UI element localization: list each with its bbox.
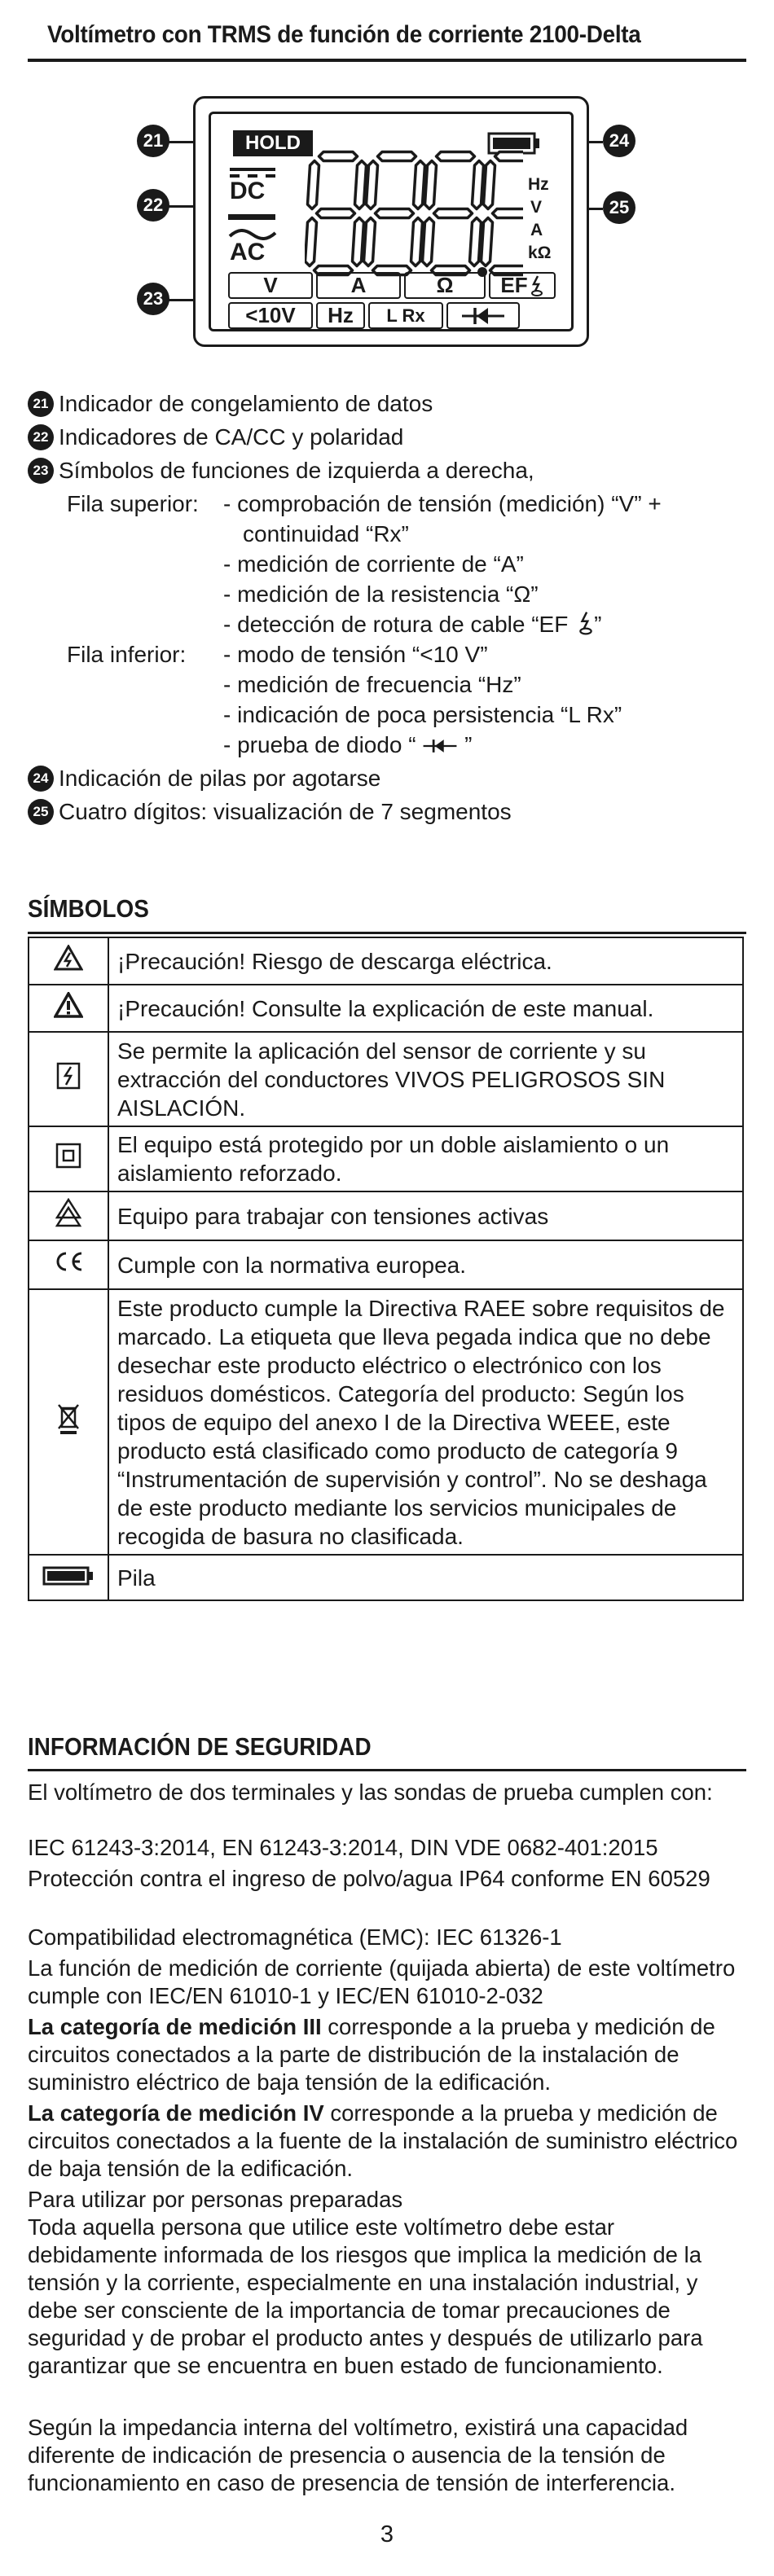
fn-low-voltage: <10V (228, 302, 313, 329)
symbols-rule (28, 932, 746, 934)
page-number: 3 (380, 2521, 394, 2547)
cable-break-icon (578, 611, 594, 635)
unit-a: A (530, 221, 543, 239)
legend-text-21: Indicador de congelamiento de datos (59, 391, 433, 416)
legend-num-25: 25 (28, 799, 54, 825)
legend-item-24 (28, 764, 380, 793)
category-iii-text: corresponde a la prueba y medición de circuitos conectados a la parte de distribución de la instalación de suministro eléctrico de baja tensión de la edificación. (28, 2014, 715, 2095)
legend-item-21 (28, 389, 433, 419)
upper-item-resistance: - medición de la resistencia “Ω” (223, 581, 539, 607)
symbol-text: Se permite la aplicación del sensor de corriente y su extracción del conductores VIVOS PELIGROSOS SIN AISLACIÓN. (108, 1032, 743, 1126)
symbol-text: El equipo está protegido por un doble aislamiento o un aislamiento reforzado. (108, 1126, 743, 1191)
lower-item-low-voltage: - modo de tensión “<10 V” (223, 642, 488, 667)
safety-paragraph-4: Compatibilidad electromagnética (EMC): IEC 61326-1 (28, 1924, 562, 1950)
symbol-row (29, 937, 743, 985)
symbol-row (29, 1191, 743, 1240)
hold-indicator: HOLD (233, 130, 313, 156)
safety-paragraph-6 (28, 2013, 746, 2096)
fn-lrx: L Rx (368, 302, 443, 329)
unit-v: V (530, 198, 543, 217)
upper-item-current: - medición de corriente de “A” (223, 551, 524, 577)
symbol-row (29, 985, 743, 1032)
symbol-text: Pila (108, 1555, 743, 1600)
upper-item-cable-break (223, 610, 601, 639)
battery-icon (42, 1566, 95, 1586)
lower-item-diode-text: - prueba de diodo “ (223, 732, 416, 757)
legend-num-23: 23 (28, 458, 54, 484)
seven-segment-digits (305, 150, 523, 277)
category-iv-label: La categoría de medición IV (28, 2100, 324, 2126)
seven-segment-digit (364, 152, 425, 275)
page-title: Voltímetro con TRMS de función de corriente 2100-Delta (47, 21, 641, 48)
seven-segment-digit (306, 152, 367, 275)
safety-paragraph-9: Toda aquella persona que utilice este voltímetro debe estar debidamente informada de los riesgos que implica la medición de la tensión y la corriente, especialmente en una instalación industrial, y debe ser consciente de la importancia de tomar precauciones de seguridad y de probar el producto antes y después de utilizarlo para garantizar que se encuentra en buen estado de funcionamiento. (28, 2214, 703, 2378)
callout-24: 24 (603, 125, 635, 157)
safety-paragraph-2: IEC 61243-3:2014, EN 61243-3:2014, DIN VDE 0682-401:2015 (28, 1835, 658, 1860)
legend-item-23 (28, 456, 534, 485)
double-insulation-icon (55, 1143, 81, 1169)
symbol-row (29, 1555, 743, 1600)
symbol-icon-cell (29, 1240, 108, 1289)
symbol-icon-cell (29, 1289, 108, 1555)
legend-num-21: 21 (28, 391, 54, 417)
symbol-row (29, 1289, 743, 1555)
fn-hz: Hz (316, 302, 365, 329)
safety-paragraph-5: La función de medición de corriente (quijada abierta) de este voltímetro cumple con IEC/EN 61010-1 y IEC/EN 61010-2-032 (28, 1955, 736, 2008)
unit-kohm: kΩ (528, 244, 552, 262)
fn-diode (446, 302, 520, 329)
diode-icon (460, 306, 506, 326)
lower-item-frequency: - medición de frecuencia “Hz” (223, 672, 521, 697)
symbol-icon-cell (29, 1191, 108, 1240)
upper-item-continuity: continuidad “Rx” (243, 521, 409, 546)
legend-num-22: 22 (28, 424, 54, 450)
symbol-text: Cumple con la normativa europea. (108, 1240, 743, 1289)
symbols-table (28, 937, 744, 1601)
symbol-row (29, 1032, 743, 1126)
fn-ohm: Ω (404, 272, 486, 299)
callout-21: 21 (137, 125, 169, 157)
symbol-text: Este producto cumple la Directiva RAEE sobre requisitos de marcado. La etiqueta que lleva pegada indica que no debe desechar este producto eléctrico o electrónico con los residuos domésticos. Categoría del producto: Según los tipos de equipo del anexo I de la Directiva WEEE, este producto está clasificado como producto de categoría 9 “Instrumentación de supervisión y control”. No se deshaga de este producto mediante los servicios municipales de recogida de basura no clasificada. (108, 1289, 743, 1555)
ce-mark-icon (52, 1250, 85, 1273)
legend-item-22 (28, 423, 403, 452)
legend-text-25: Cuatro dígitos: visualización de 7 segmentos (59, 799, 512, 824)
callout-22: 22 (137, 189, 169, 222)
callout-25: 25 (603, 191, 635, 224)
symbol-icon-cell (29, 1032, 108, 1126)
upper-item-cable-break-text: - detección de rotura de cable “EF (223, 612, 569, 637)
symbol-icon-cell (29, 1555, 108, 1600)
dc-label: DC (230, 178, 266, 204)
legend-text-24: Indicación de pilas por agotarse (59, 766, 381, 791)
lower-item-diode (223, 731, 473, 759)
polarity-bar (228, 214, 275, 220)
symbol-icon-cell (29, 1126, 108, 1191)
seven-segment-digit (482, 152, 524, 275)
symbol-text: ¡Precaución! Consulte la explicación de este manual. (108, 985, 743, 1032)
live-work-icon (55, 1198, 81, 1227)
symbols-heading: SÍMBOLOS (28, 894, 149, 923)
warning-lightning-icon (54, 945, 83, 971)
safety-rule (28, 1769, 746, 1771)
legend-num-24: 24 (28, 766, 54, 792)
safety-paragraph-3: Protección contra el ingreso de polvo/agua IP64 conforme EN 60529 (28, 1866, 710, 1891)
callout-23: 23 (137, 283, 169, 315)
fn-ef (489, 272, 556, 299)
symbol-row (29, 1240, 743, 1289)
legend-text-22: Indicadores de CA/CC y polaridad (59, 424, 404, 450)
safety-paragraph-8: Para utilizar por personas preparadas (28, 2187, 403, 2212)
fn-ef-label: EF (500, 273, 528, 297)
category-iv-text: corresponde a la prueba y medición de circuitos conectados a la fuente de la instalación de suministro eléctrico de baja tensión de la edificación. (28, 2100, 738, 2181)
lcd-display-figure (193, 96, 589, 347)
upper-item-voltage: - comprobación de tensión (medición) “V” + (223, 491, 662, 516)
symbol-row (29, 1126, 743, 1191)
safety-paragraph-10: Según la impedancia interna del voltímetro, existirá una capacidad diferente de indicación de presencia o ausencia de la tensión de funcionamiento en caso de presencia de tensión de interferencia. (28, 2415, 688, 2495)
symbol-text: Equipo para trabajar con tensiones activas (108, 1191, 743, 1240)
safety-paragraph-7 (28, 2100, 746, 2183)
fn-a: A (316, 272, 401, 299)
upper-row-label: Fila superior: (67, 491, 199, 516)
lower-item-diode-close: ” (458, 732, 473, 757)
safety-heading: INFORMACIÓN DE SEGURIDAD (28, 1732, 372, 1761)
symbol-icon-cell (29, 985, 108, 1032)
symbol-text: ¡Precaución! Riesgo de descarga eléctrica. (108, 937, 743, 985)
safety-paragraph-1: El voltímetro de dos terminales y las sondas de prueba cumplen con: (28, 1780, 713, 1805)
legend-text-23: Símbolos de funciones de izquierda a derecha, (59, 458, 534, 483)
unit-hz: Hz (528, 175, 549, 194)
weee-bin-icon (58, 1402, 79, 1435)
live-conductor-icon (56, 1062, 81, 1090)
diode-icon (422, 737, 458, 755)
function-row-top (228, 272, 556, 299)
unit-indicators (528, 173, 569, 265)
legend-item-25 (28, 797, 512, 827)
warning-icon (54, 992, 83, 1018)
cable-break-icon (530, 275, 544, 296)
category-iii-label: La categoría de medición III (28, 2014, 322, 2039)
symbol-icon-cell (29, 937, 108, 985)
lower-item-lrx: - indicación de poca persistencia “L Rx” (223, 702, 622, 727)
dc-symbol-icon (228, 167, 279, 178)
ac-label: AC (230, 239, 266, 265)
lower-row-label: Fila inferior: (67, 642, 187, 667)
upper-item-cable-break-close: ” (594, 612, 602, 637)
function-row-bottom (228, 302, 520, 329)
fn-v: V (228, 272, 313, 299)
title-rule (28, 59, 746, 62)
seven-segment-digit (423, 152, 484, 275)
